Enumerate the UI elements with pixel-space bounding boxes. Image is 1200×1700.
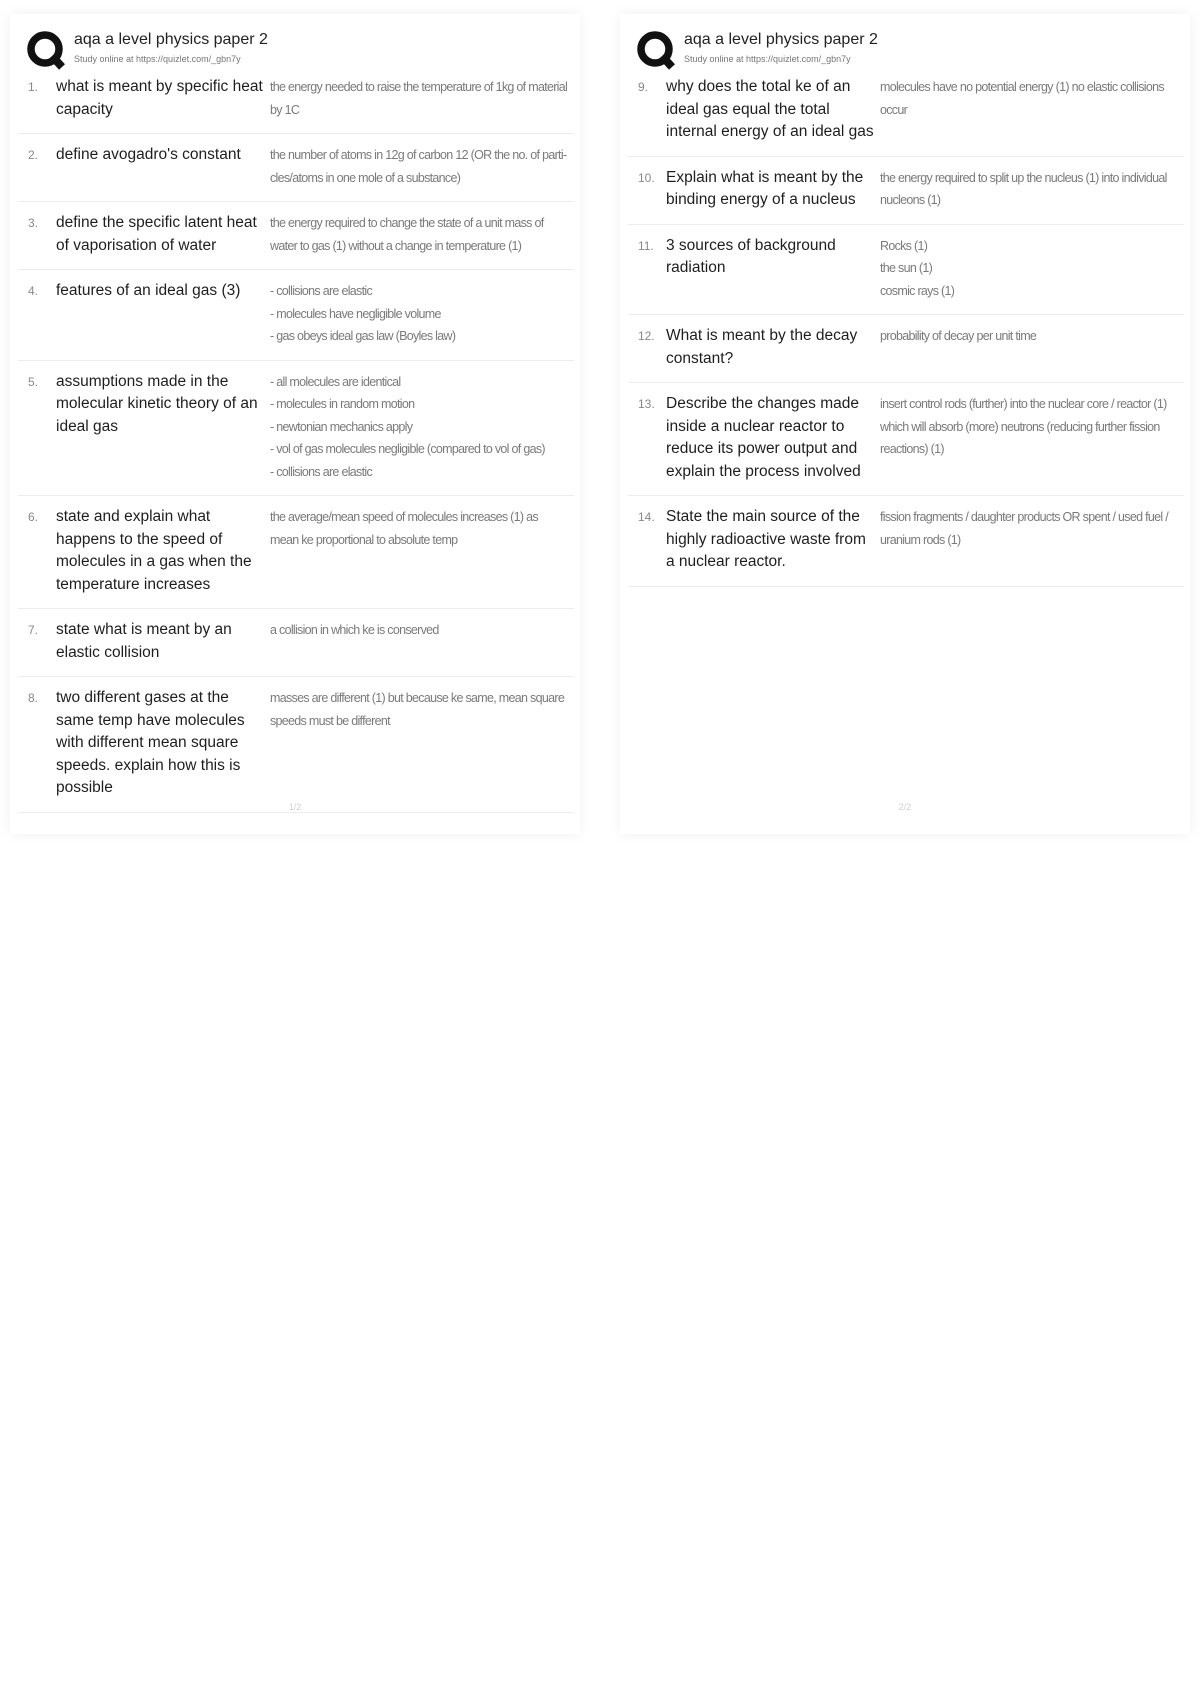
item-number: 1.: [28, 80, 39, 94]
term-text: define avogadro's constant: [56, 146, 241, 163]
definition-line: the energy required to split up the nucleus (1) into individual nucleons (1): [880, 170, 1167, 207]
definition: [266, 371, 574, 484]
item-number: 5.: [28, 374, 39, 389]
definition-line: - vol of gas molecules negligible (compared to vol of gas): [270, 442, 545, 456]
definition-line: - newtonian mechanics apply: [270, 419, 413, 434]
item-number: 9.: [638, 80, 649, 94]
definition-line: fission fragments / daughter products OR spent / used fuel / uranium rods (1): [880, 510, 1169, 547]
flashcard-row: [18, 503, 574, 609]
definition: [266, 619, 574, 642]
definition: [876, 506, 1184, 551]
definition: [876, 325, 1184, 348]
item-number: 7.: [28, 623, 39, 637]
item-number: 11.: [638, 238, 654, 253]
flashcard-row: [628, 390, 1184, 496]
quizlet-logo-icon: [26, 30, 66, 70]
definition-line: - gas obeys ideal gas law (Boyles law): [270, 329, 456, 343]
definition: [266, 76, 574, 121]
definition: [266, 687, 574, 732]
flashcard-row: [628, 164, 1184, 225]
page-header: [628, 22, 1188, 72]
term-text: state what is meant by an elastic collision: [56, 621, 232, 661]
page-title: aqa a level physics paper 2: [74, 31, 268, 48]
study-online-link[interactable]: Study online at https://quizlet.com/_gbn7y: [74, 54, 241, 64]
item-number: 14.: [638, 510, 655, 524]
flashcard-list: [628, 73, 1184, 594]
term-text: Describe the changes made inside a nuclear reactor to reduce its power output and explain the process involved: [666, 395, 861, 480]
definition: [266, 212, 574, 257]
term-text: state and explain what happens to the speed of molecules in a gas when the temperature increases: [56, 508, 252, 593]
definition-line: the energy required to change the state of a unit mass of water to gas (1) without a change in temperature (1): [270, 216, 544, 253]
definition-line: the average/mean speed of molecules increases (1) as mean ke proportional to absolute temp: [270, 510, 538, 547]
study-online-link[interactable]: Study online at https://quizlet.com/_gbn7y: [684, 54, 851, 64]
item-number: 13.: [638, 397, 655, 411]
flashcard-row: [18, 368, 574, 497]
term-text: assumptions made in the molecular kinetic theory of an ideal gas: [56, 372, 258, 435]
term-text: why does the total ke of an ideal gas equal the total internal energy of an ideal gas: [666, 78, 874, 140]
term-text: define the specific latent heat of vaporisation of water: [56, 214, 257, 254]
flashcard-row: [628, 322, 1184, 383]
definition: [266, 280, 574, 348]
flashcard-row: [628, 232, 1184, 316]
page-1: [10, 14, 580, 834]
definition-line: - molecules in random motion: [270, 397, 415, 411]
definition-line: cosmic rays (1): [880, 283, 955, 298]
flashcard-row: [18, 141, 574, 202]
definition-line: - collisions are elastic: [270, 464, 372, 479]
item-number: 2.: [28, 148, 39, 162]
page-2: [620, 14, 1190, 834]
term-text: two different gases at the same temp have molecules with different mean square speeds. explain how this is possible: [56, 689, 245, 796]
term-text: features of an ideal gas (3): [56, 282, 241, 299]
term-text: what is meant by specific heat capacity: [56, 78, 263, 118]
definition-line: probability of decay per unit time: [880, 329, 1037, 343]
definition: [876, 76, 1184, 121]
definition-line: insert control rods (further) into the nuclear core / reactor (1) which will absorb (more) neutrons (reducing further fission reactions) (1): [880, 397, 1167, 456]
definition: [876, 393, 1184, 461]
term-text: Explain what is meant by the binding energy of a nucleus: [666, 168, 864, 208]
definition-line: the sun (1): [880, 261, 933, 275]
page-title: aqa a level physics paper 2: [684, 31, 878, 48]
term-text: State the main source of the highly radioactive waste from a nuclear reactor.: [666, 508, 866, 570]
flashcard-row: [18, 616, 574, 677]
definition: [266, 144, 574, 189]
definition-line: the number of atoms in 12g of carbon 12 (OR the no. of parti-cles/atoms in one mole of a substance): [270, 148, 567, 185]
term-text: What is meant by the decay constant?: [666, 327, 858, 367]
item-number: 8.: [28, 691, 39, 705]
definition-line: the energy needed to raise the temperature of 1kg of material by 1C: [270, 80, 568, 117]
definition-line: - all molecules are identical: [270, 374, 401, 389]
item-number: 3.: [28, 216, 39, 230]
flashcard-row: [18, 73, 574, 134]
definition: [876, 235, 1184, 303]
definition: [876, 167, 1184, 212]
flashcard-list: [18, 73, 574, 820]
definition: [266, 506, 574, 551]
flashcard-row: [18, 684, 574, 813]
item-number: 4.: [28, 284, 39, 298]
flashcard-row: [18, 209, 574, 270]
page-header: [18, 22, 578, 72]
item-number: 6.: [28, 510, 39, 524]
definition-line: - collisions are elastic: [270, 284, 372, 298]
definition-line: a collision in which ke is conserved: [270, 623, 439, 637]
page-number: 1/2: [288, 802, 302, 812]
quizlet-logo-icon: [636, 30, 676, 70]
definition-line: masses are different (1) but because ke same, mean square speeds must be different: [270, 691, 565, 728]
page-number: 2/2: [898, 802, 912, 812]
definition-line: molecules have no potential energy (1) no elastic collisions occur: [880, 80, 1164, 117]
term-text: 3 sources of background radiation: [666, 236, 836, 276]
flashcard-row: [628, 73, 1184, 157]
definition-line: - molecules have negligible volume: [270, 306, 441, 321]
flashcard-row: [628, 503, 1184, 587]
flashcard-row: [18, 277, 574, 361]
item-number: 10.: [638, 170, 655, 185]
item-number: 12.: [638, 329, 655, 343]
definition-line: Rocks (1): [880, 238, 928, 253]
